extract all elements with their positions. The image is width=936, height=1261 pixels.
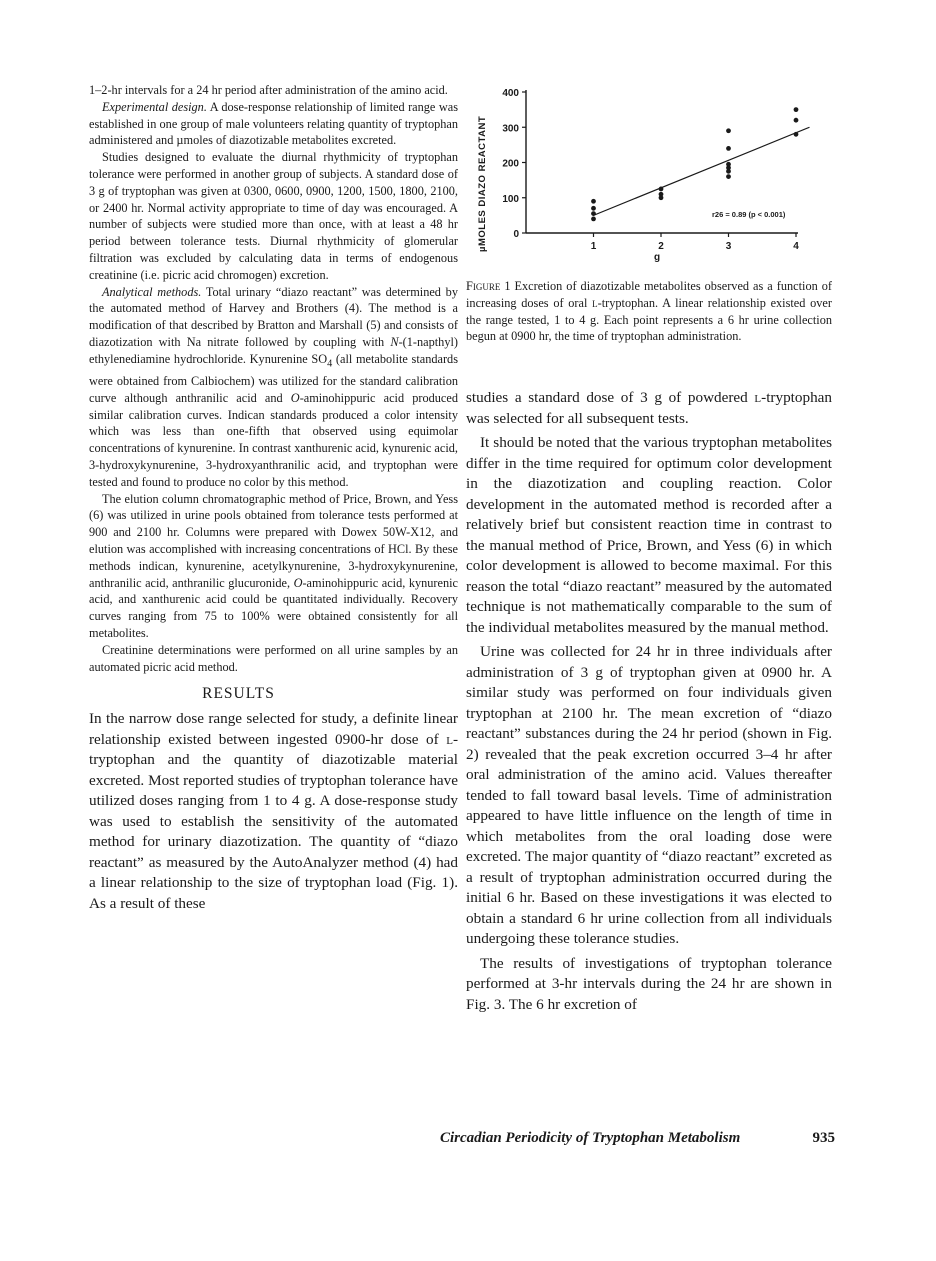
page-number: 935 <box>812 1130 835 1146</box>
urine-collection-paragraph: Urine was collected for 24 hr in three individuals after administration of 3 g of tryptophan given at 0900 hr. A similar study was performed on four individuals given tryptophan at 2100 hr. The mean excretion of “diazo reactant” substances during the 24 hr period (shown in Fig. 2) revealed that the peak excretion occurred 3–4 hr after oral administration of the amino acid. Values thereafter tended to fall toward basal levels. Time of administration appeared to have little influence on the length of time in which metabolites from the oral loading dose were excreted. The major quantity of “diazo reactant” excreted as a result of tryptophan administration occurred during the initial 6 hr. Based on these investigations it was elected to obtain a standard 6 hr urine collection from all individuals undergoing these tolerance studies. <box>466 643 832 947</box>
data-point <box>591 217 596 222</box>
elution-paragraph: The elution column chromatographic method of Price, Brown, and Yess (6) was utilized in urine pools obtained from tolerance tests performed at 900 and 2100 hr. Columns were prepared with Dowex 50W-X12, and elution was accomplished with increasing concentrations of HCl. By these methods indican, kynurenine, acetylkynurenine, 3-hydroxykynurenine, anthranilic acid, anthranilic glucuronide, O-aminohippuric acid, kynurenic acid, and xanthurenic acid could be quantitated individually. Recovery curves ranging from 75 to 100% were obtained consistently for all metabolites. <box>89 491 459 640</box>
data-point <box>726 128 731 133</box>
data-point <box>726 146 731 151</box>
analytical-methods-paragraph: Analytical methods. Total urinary “diazo reactant” was determined by the automated method of Harvey and Brothers (4). The method is a modification of that described by Bratton and Marshall (5) and consists of diazotization with Na nitrate followed by coupling with N-(1-napthyl) ethylenediamine hydrochloride. Kynurenine $SO_4$ (all metabolite standards were obtained from Calbiochem) was utilized for the standard calibration curve although anthranilic acid and O-aminohippuric acid produced similar calibration curves. Indican standards produced a color intensity which was less than one-fifth that observed using equimolar concentrations of kynurenine. In contrast xanthurenic acid, kynurenic acid, 3-hydroxykynurenine, 3-hydroxyanthranilic acid, and tryptophan were tested and found to produce no color by this method. <box>89 284 458 489</box>
data-point <box>794 118 799 123</box>
y-tick-label: 300 <box>502 123 519 135</box>
data-point <box>659 192 664 197</box>
y-axis-label: µMOLES DIAZO REACTANT <box>477 115 488 252</box>
experimental-design-paragraph: Experimental design. A dose-response relationship of limited range was established in one group of male volunteers relating quantity of tryptophan administered and µmoles of diazotizable metabolites excreted. <box>89 99 458 148</box>
results-heading: RESULTS <box>202 685 275 703</box>
caption-label: Figure 1 <box>466 279 511 293</box>
methods-section <box>89 82 458 675</box>
experimental-design-heading: Experimental design. <box>102 99 207 114</box>
creatinine-paragraph: Creatinine determinations were performed on all urine samples by an automated picric acid method. <box>89 642 458 674</box>
y-tick-label: 100 <box>502 193 519 205</box>
right-column <box>466 388 832 1015</box>
data-point <box>591 206 596 211</box>
diurnal-paragraph: Studies designed to evaluate the diurnal rhythmicity of tryptophan tolerance were performed in another group of subjects. A standard dose of 3 g of tryptophan was given at 0300, 0600, 0900, 1200, 1500, 1800, 2100, or 2400 hr. Normal activity appropriate to time of day was encouraged. A number of subjects were studied more than once, with at least a 48 hr period between tolerance tests. Diurnal rhythmicity of glomerular filtration was excluded by calculating data in terms of endogenous creatinine (i.e. picric acid chromogen) excretion. <box>89 150 458 282</box>
data-point <box>591 199 596 204</box>
scatter-chart <box>466 82 836 278</box>
results-section <box>89 709 458 914</box>
regression-line <box>594 127 810 215</box>
figure-1 <box>466 82 836 278</box>
page-footer <box>440 1130 835 1147</box>
y-tick-label: 400 <box>502 88 519 99</box>
figure-caption: Figure 1 Excretion of diazotizable metabolites observed as a function of increasing doses of oral l-tryptophan. A linear relationship existed over the range tested, 1 to 4 g. Each point represents a 6 hr urine collection begun at 0900 hr, the time of tryptophan administration. <box>466 279 832 344</box>
x-tick-label: 4 <box>793 241 799 252</box>
data-point <box>726 162 731 167</box>
color-development-paragraph: It should be noted that the various tryptophan metabolites differ in the time required for optimum color development in the diazotization and coupling reaction. Color development in the automated method is recorded after a relatively brief but consistent reaction time in contrast to the manual method of Price, Brown, and Yess (6) in which color development is allowed to become maximal. For this reason the total “diazo reactant” measured by the automated technique is not mathematically comparable to the sum of the individual metabolites measured by the manual method. <box>466 434 832 636</box>
data-point <box>591 211 596 216</box>
x-tick-label: 3 <box>725 241 732 252</box>
data-point <box>726 174 731 179</box>
results-paragraph: In the narrow dose range selected for study, a definite linear relationship existed between ingested 0900-hr dose of l-tryptophan and the quantity of diazotizable material excreted. Most reported studies of tryptophan tolerance have utilized doses ranging from 1 to 4 g. A dose-response study was used to establish the sensitivity of the automated method for urinary diazotization. The quantity of “diazo reactant” as measured by the AutoAnalyzer method (4) had a linear relationship to the size of tryptophan load (Fig. 1). As a result of these <box>89 710 458 912</box>
analytical-methods-heading: Analytical methods. <box>102 284 202 299</box>
running-title: Circadian Periodicity of Tryptophan Metabolism <box>440 1130 741 1146</box>
x-tick-label: 2 <box>658 241 664 252</box>
continued-results-paragraph: studies a standard dose of 3 g of powdered l-tryptophan was selected for all subsequent tests. <box>466 389 832 427</box>
y-tick-label: 200 <box>502 158 519 170</box>
continued-paragraph: 1–2-hr intervals for a 24 hr period after administration of the amino acid. <box>89 83 448 97</box>
data-point <box>794 132 799 137</box>
y-tick-label: 0 <box>513 229 519 240</box>
x-axis-label: g <box>653 252 661 263</box>
left-column <box>89 82 458 914</box>
x-tick-label: 1 <box>590 241 597 252</box>
data-point <box>659 187 664 192</box>
data-point <box>794 107 799 112</box>
three-hr-interval-paragraph: The results of investigations of tryptophan tolerance performed at 3-hr intervals during the 24 hr are shown in Fig. 3. The 6 hr excretion of <box>466 954 832 1013</box>
correlation-annotation: r26 = 0.89 (p < 0.001) <box>712 210 786 219</box>
